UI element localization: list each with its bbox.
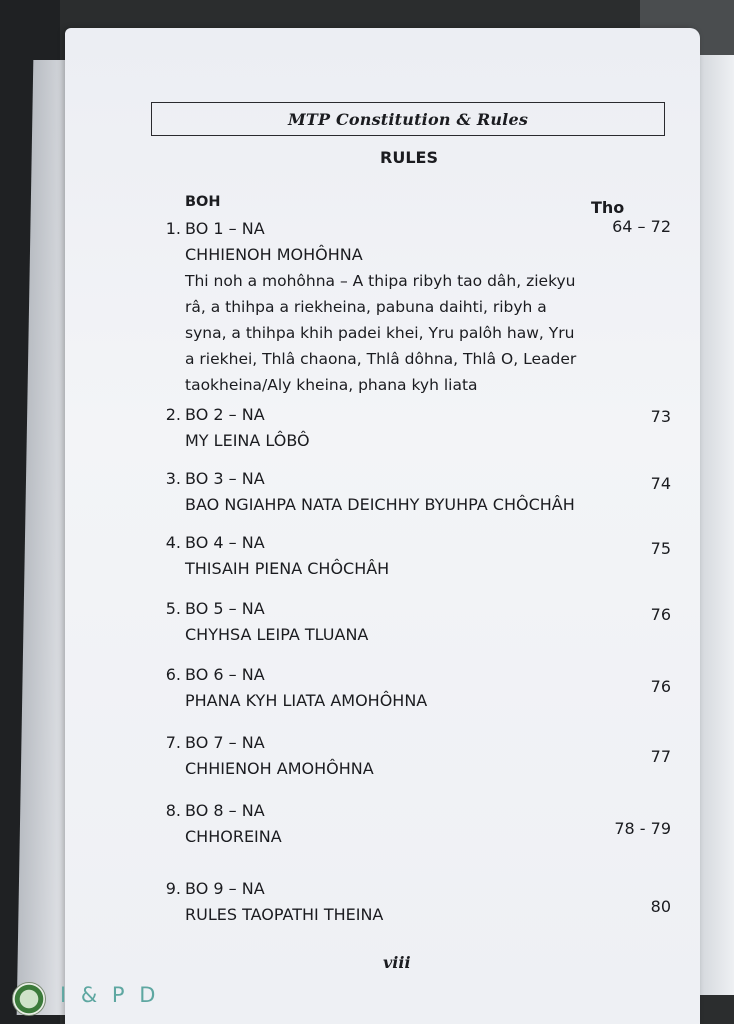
entry-title: PHANA KYH LIATA AMOHÔHNA [185, 691, 428, 710]
entry-title: CHHOREINA [185, 827, 282, 846]
entry-number: 2. [165, 405, 181, 424]
entry-number: 6. [165, 665, 181, 684]
entry-number: 5. [165, 599, 181, 618]
entry-page-range: 64 – 72 [612, 217, 671, 236]
entry-page-range: 74 [650, 474, 671, 493]
entry-number: 9. [165, 879, 181, 898]
entry-heading: BO 8 – NA [185, 801, 265, 820]
entry-heading: BO 5 – NA [185, 599, 265, 618]
entry-page-range: 73 [650, 407, 671, 426]
entry-number: 7. [165, 733, 181, 752]
entry-title: THISAIH PIENA CHÔCHÂH [185, 559, 390, 578]
entry-title: CHHIENOH AMOHÔHNA [185, 759, 374, 778]
entry-heading: BO 4 – NA [185, 533, 265, 552]
watermark-text: I & P D [60, 983, 160, 1007]
entry-heading: BO 9 – NA [185, 879, 265, 898]
entry-number: 1. [165, 219, 181, 238]
entry-title: MY LEINA LÔBÔ [185, 431, 310, 450]
entry-heading: BO 7 – NA [185, 733, 265, 752]
entry-title: BAO NGIAHPA NATA DEICHHY BYUHPA CHÔCHÂH [185, 495, 575, 514]
entry-number: 4. [165, 533, 181, 552]
section-title: RULES [380, 148, 438, 167]
entry-number: 8. [165, 801, 181, 820]
running-header-title: MTP Constitution & Rules [287, 109, 529, 129]
entry-number: 3. [165, 469, 181, 488]
column-header-tho: Tho [591, 198, 625, 217]
entry-heading: BO 2 – NA [185, 405, 265, 424]
page-number: viii [383, 953, 411, 972]
entry-page-range: 76 [650, 605, 671, 624]
entry-description: Thi noh a mohôhna – A thipa ribyh tao dâh, ziekyu râ, a thihpa a riekheina, pabuna daihti, ribyh a syna, a thihpa khih padei khei, Yru palôh haw, Yru a riekhei, Thlâ chaona, Thlâ dôhna, Thlâ O, Leader taokheina/Aly kheina, phana kyh liata [185, 272, 577, 394]
entry-title: CHHIENOH MOHÔHNA [185, 245, 363, 264]
running-header-box [151, 102, 665, 136]
entry-page-range: 78 - 79 [614, 819, 671, 838]
seal-logo-icon [12, 982, 46, 1016]
column-header-boh: BOH [185, 194, 221, 210]
entry-page-range: 77 [650, 747, 671, 766]
entry-title: RULES TAOPATHI THEINA [185, 905, 384, 924]
entry-heading: BO 1 – NA [185, 219, 265, 238]
entry-page-range: 75 [650, 539, 671, 558]
entry-title: CHYHSA LEIPA TLUANA [185, 625, 369, 644]
entry-heading: BO 3 – NA [185, 469, 265, 488]
document-page [65, 28, 700, 1024]
entry-heading: BO 6 – NA [185, 665, 265, 684]
entry-page-range: 80 [650, 897, 671, 916]
entry-page-range: 76 [650, 677, 671, 696]
